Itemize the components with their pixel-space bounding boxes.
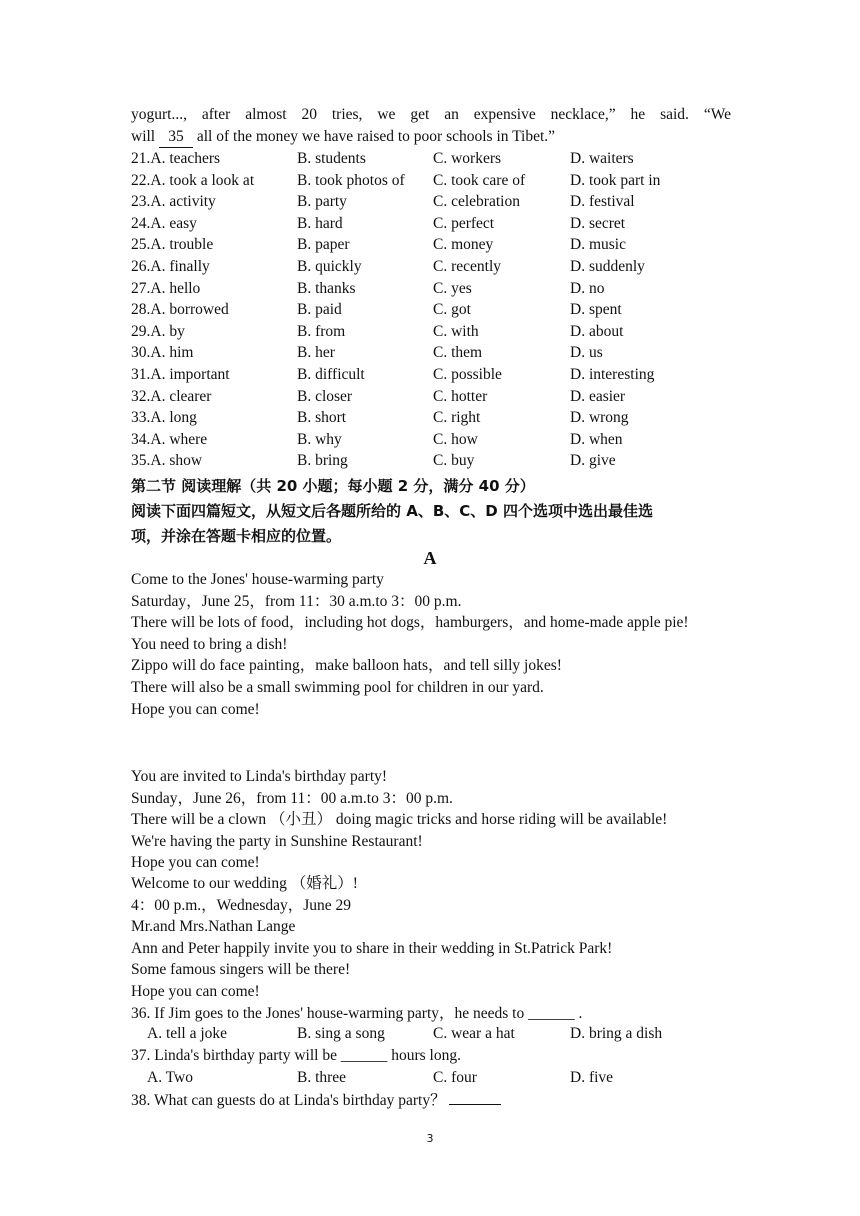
wedding-notice-line: Mr.and Mrs.Nathan Lange bbox=[131, 918, 296, 936]
wedding-notice-line: Ann and Peter happily invite you to share in their wedding in St.Patrick Park! bbox=[131, 939, 613, 957]
page-number: 3 bbox=[426, 1132, 434, 1145]
option-d: D. give bbox=[570, 452, 616, 470]
option-c: C. buy bbox=[433, 452, 475, 470]
q36-option-a: A. tell a joke bbox=[147, 1025, 228, 1042]
option-c: C. perfect bbox=[433, 214, 495, 232]
section-title: 第二节 阅读理解（共 20 小题；每小题 2 分，满分 40 分） bbox=[131, 477, 535, 495]
option-c: C. them bbox=[433, 344, 483, 362]
option-c: C. right bbox=[433, 409, 481, 427]
house-warming-notice-line: Saturday，June 25，from 11：30 a.m.to 3：00 p.m. bbox=[131, 592, 462, 610]
section-instruction-1: 阅读下面四篇短文，从短文后各题所给的 A、B、C、D 四个选项中选出最佳选 bbox=[131, 502, 653, 520]
option-a: 23.A. activity bbox=[131, 193, 216, 211]
option-b: B. bring bbox=[297, 452, 348, 470]
birthday-notice-line: You are invited to Linda's birthday party! bbox=[131, 768, 388, 785]
option-b: B. short bbox=[297, 409, 347, 427]
q37-option-d: D. five bbox=[570, 1069, 614, 1086]
option-b: B. closer bbox=[297, 387, 353, 405]
intro-line-2-post: all of the money we have raised to poor schools in Tibet.” bbox=[196, 128, 556, 145]
option-row bbox=[131, 408, 751, 428]
option-d: D. music bbox=[570, 236, 626, 254]
answer-blank-line bbox=[449, 1090, 501, 1105]
option-b: B. thanks bbox=[297, 279, 356, 297]
option-a: 26.A. finally bbox=[131, 258, 210, 275]
option-c: C. hotter bbox=[433, 387, 488, 405]
option-b: B. from bbox=[297, 322, 346, 340]
option-a: 34.A. where bbox=[131, 430, 208, 448]
option-row bbox=[131, 279, 751, 299]
option-row bbox=[131, 430, 751, 450]
option-c: C. money bbox=[433, 236, 494, 254]
option-c: C. yes bbox=[433, 279, 472, 297]
house-warming-notice-line: You need to bring a dish! bbox=[131, 635, 288, 653]
birthday-notice-line: Hope you can come! bbox=[131, 854, 260, 872]
option-a: 31.A. important bbox=[131, 366, 230, 383]
option-b: B. paid bbox=[297, 301, 342, 319]
option-b: B. party bbox=[297, 193, 347, 211]
option-b: B. quickly bbox=[297, 258, 362, 275]
option-row bbox=[131, 387, 751, 407]
option-row bbox=[131, 149, 751, 169]
option-d: D. easier bbox=[570, 387, 626, 405]
option-d: D. suddenly bbox=[570, 258, 645, 275]
option-a: 27.A. hello bbox=[131, 279, 201, 297]
option-row bbox=[131, 235, 751, 255]
option-b: B. hard bbox=[297, 214, 343, 232]
option-a: 24.A. easy bbox=[131, 214, 197, 232]
option-b: B. students bbox=[297, 150, 366, 167]
house-warming-notice-line: There will be lots of food，including hot dogs，hamburgers，and home-made apple pie! bbox=[131, 614, 689, 632]
question-38-stem bbox=[131, 1090, 501, 1111]
option-a: 25.A. trouble bbox=[131, 236, 214, 254]
option-d: D. waiters bbox=[570, 150, 634, 167]
wedding-notice-line: Welcome to our wedding （婚礼）! bbox=[131, 875, 358, 892]
intro-line-2 bbox=[131, 127, 555, 148]
option-d: D. wrong bbox=[570, 409, 629, 427]
option-a: 22.A. took a look at bbox=[131, 171, 255, 189]
option-row bbox=[131, 322, 751, 342]
option-a: 29.A. by bbox=[131, 322, 185, 340]
option-row bbox=[131, 451, 751, 471]
blank-35: 35 bbox=[159, 127, 193, 148]
option-c: C. with bbox=[433, 322, 479, 340]
house-warming-notice-line: There will also be a small swimming pool for children in our yard. bbox=[131, 679, 544, 696]
option-c: C. recently bbox=[433, 258, 502, 275]
option-c: C. possible bbox=[433, 366, 502, 383]
option-c: C. got bbox=[433, 301, 471, 319]
birthday-notice-line: There will be a clown （小丑） doing magic tricks and horse riding will be available! bbox=[131, 811, 668, 829]
option-d: D. festival bbox=[570, 193, 635, 211]
option-a: 21.A. teachers bbox=[131, 150, 221, 167]
option-c: C. celebration bbox=[433, 193, 520, 211]
option-a: 28.A. borrowed bbox=[131, 301, 229, 319]
q37-option-c: C. four bbox=[433, 1069, 477, 1086]
option-a: 35.A. show bbox=[131, 452, 203, 470]
section-instruction-2: 项，并涂在答题卡相应的位置。 bbox=[131, 527, 342, 545]
option-row bbox=[131, 365, 751, 385]
wedding-notice-line: Some famous singers will be there! bbox=[131, 961, 351, 979]
option-b: B. took photos of bbox=[297, 171, 405, 189]
option-b: B. her bbox=[297, 344, 335, 362]
question-38-text: 38. What can guests do at Linda's birthday party？ bbox=[131, 1092, 446, 1109]
option-d: D. spent bbox=[570, 301, 622, 319]
option-a: 30.A. him bbox=[131, 344, 194, 362]
option-c: C. how bbox=[433, 430, 478, 448]
wedding-notice-line: Hope you can come! bbox=[131, 983, 260, 1000]
q37-option-b: B. three bbox=[297, 1069, 347, 1086]
option-d: D. secret bbox=[570, 214, 626, 232]
option-b: B. paper bbox=[297, 236, 350, 254]
option-a: 32.A. clearer bbox=[131, 387, 212, 405]
house-warming-notice-line: Hope you can come! bbox=[131, 700, 260, 718]
option-b: B. difficult bbox=[297, 366, 365, 383]
option-row bbox=[131, 300, 751, 320]
q36-option-b: B. sing a song bbox=[297, 1025, 385, 1042]
option-c: C. workers bbox=[433, 150, 502, 167]
passage-label: A bbox=[423, 548, 437, 568]
option-d: D. interesting bbox=[570, 366, 655, 383]
intro-line-2-pre: will bbox=[131, 128, 156, 145]
house-warming-notice-line: Come to the Jones' house-warming party bbox=[131, 571, 384, 588]
option-d: D. took part in bbox=[570, 171, 661, 189]
question-37-stem: 37. Linda's birthday party will be ______ hours long. bbox=[131, 1047, 461, 1064]
option-row bbox=[131, 257, 751, 277]
birthday-notice-line: Sunday，June 26，from 11：00 a.m.to 3：00 p.m. bbox=[131, 789, 453, 807]
option-d: D. when bbox=[570, 430, 623, 448]
option-d: D. no bbox=[570, 279, 605, 297]
house-warming-notice-line: Zippo will do face painting，make balloon hats，and tell silly jokes! bbox=[131, 657, 562, 675]
q37-option-a: A. Two bbox=[147, 1069, 193, 1086]
q36-option-d: D. bring a dish bbox=[570, 1025, 663, 1042]
option-row bbox=[131, 171, 751, 191]
intro-line-1: yogurt..., after almost 20 tries, we get an expensive necklace,” he said. “We bbox=[131, 106, 731, 123]
option-row bbox=[131, 192, 751, 212]
option-b: B. why bbox=[297, 430, 342, 448]
option-row bbox=[131, 343, 751, 363]
option-d: D. about bbox=[570, 322, 624, 340]
wedding-notice-line: 4：00 p.m.，Wednesday，June 29 bbox=[131, 896, 352, 914]
option-a: 33.A. long bbox=[131, 409, 197, 427]
option-c: C. took care of bbox=[433, 171, 526, 189]
q36-option-c: C. wear a hat bbox=[433, 1025, 515, 1042]
option-row bbox=[131, 214, 751, 234]
birthday-notice-line: We're having the party in Sunshine Restaurant! bbox=[131, 832, 423, 850]
option-d: D. us bbox=[570, 344, 603, 362]
question-36-stem: 36. If Jim goes to the Jones' house-warming party，he needs to ______ . bbox=[131, 1005, 583, 1022]
